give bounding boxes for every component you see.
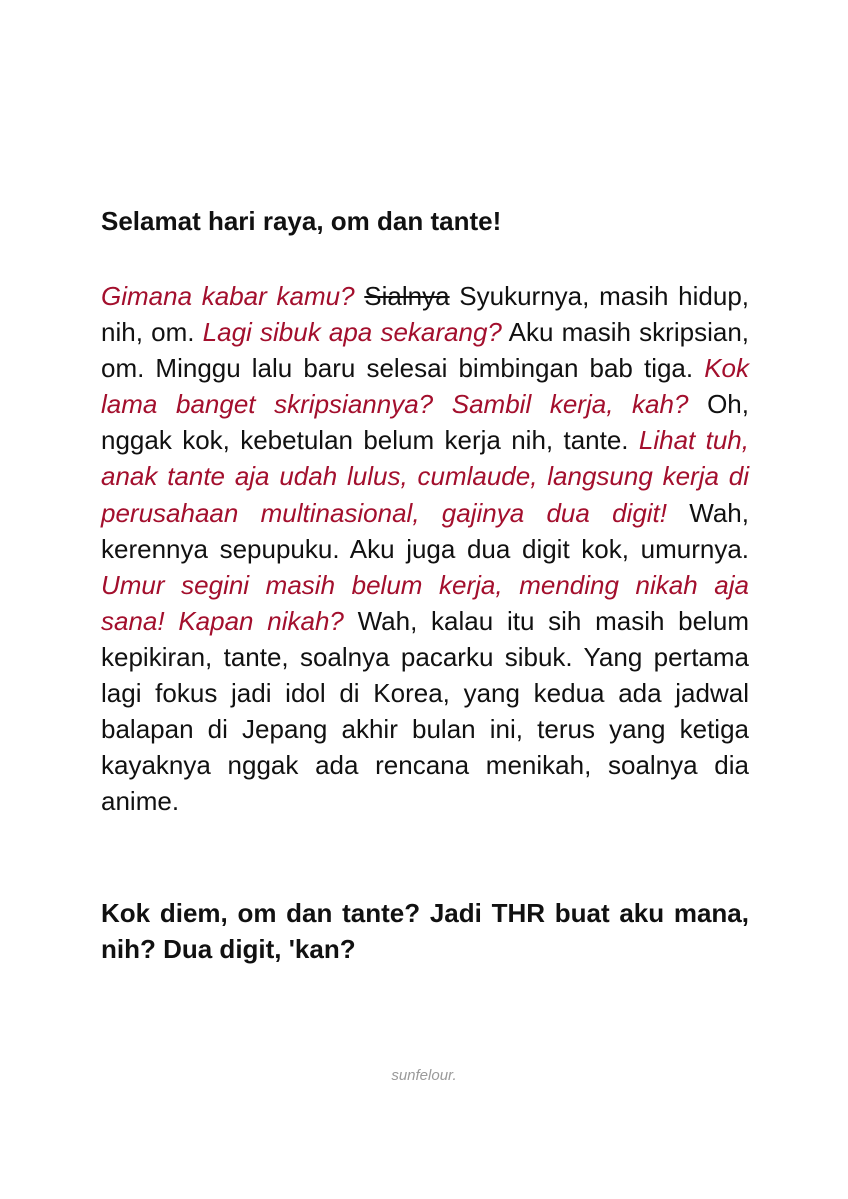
answer-line: Wah, kalau itu sih masih belum kepikiran, tante, soalnya pacarku sibuk. Yang pertama lagi fokus jadi idol di Korea, yang kedua ada jadwal balapan di Jepang akhir bulan ini, terus yang ketiga kayaknya nggak ada rencana menikah, soalnya dia anime. — [101, 605, 749, 817]
question-line: Lihat tuh, anak tante aja udah lulus, cumlaude, langsung kerja di perusahaan multinasional, gajinya dua digit! — [101, 425, 749, 528]
question-line: Gimana kabar kamu? — [101, 281, 355, 311]
answer-line: Aku masih skripsian, om. Minggu lalu baru selesai bimbingan bab tiga. — [101, 317, 749, 384]
question-line: Lagi sibuk apa sekarang? — [202, 317, 502, 348]
author-signature: sunfelour. — [391, 1067, 457, 1084]
answer-line: Oh, nggak kok, kebetulan belum kerja nih, tante. — [101, 389, 749, 456]
question-line: Kok lama banget skripsiannya? Sambil kerja, kah? — [101, 353, 749, 420]
dialogue-paragraph — [101, 278, 749, 819]
answer-line: Syukurnya, masih hidup, nih, om. — [101, 281, 749, 348]
closing-paragraph: Kok diem, om dan tante? Jadi THR buat aku mana, nih? Dua digit, 'kan? — [101, 898, 749, 964]
greeting-heading: Selamat hari raya, om dan tante! — [101, 206, 502, 236]
answer-line: Wah, kerennya sepupuku. Aku juga dua digit kok, umurnya. — [101, 497, 749, 564]
answer-line — [355, 281, 365, 311]
question-line: Umur segini masih belum kerja, mending nikah aja sana! Kapan nikah? — [101, 569, 749, 636]
struck-word: Sialnya — [364, 281, 450, 311]
